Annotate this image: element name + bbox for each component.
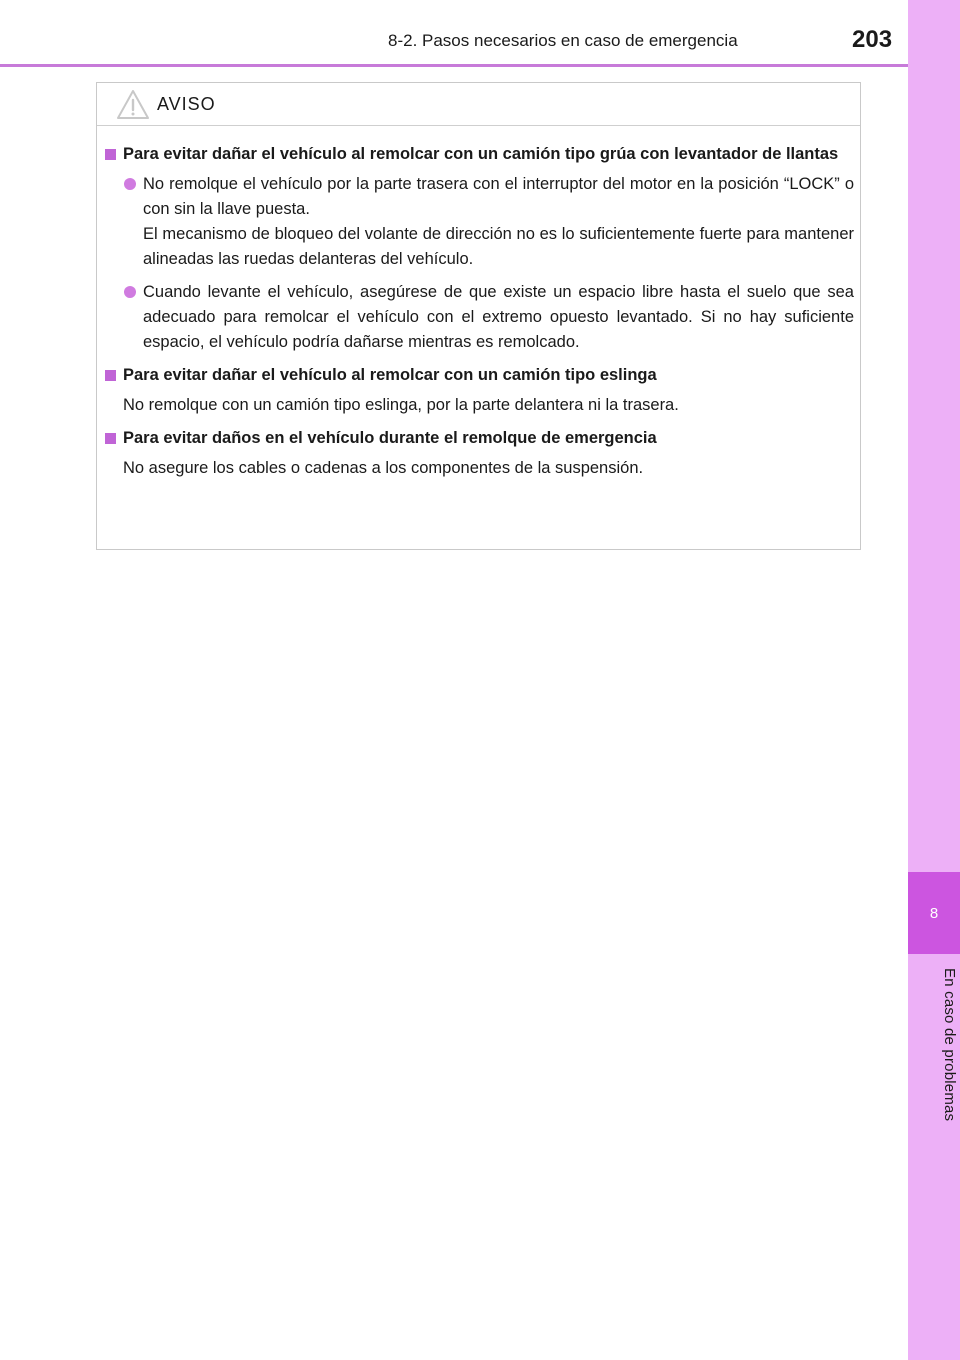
section-heading [103, 426, 854, 451]
bullet-text: Cuando levante el vehículo, asegúrese de que existe un espacio libre hasta el suelo que sea adecuado para remolcar el vehículo con el extremo opuesto levantado. Si no hay suficiente espacio, el vehículo podría dañarse mientras es remolcado. [143, 283, 854, 351]
section-heading-text: Para evitar dañar el vehículo al remolcar con un camión tipo eslinga [123, 366, 657, 384]
chapter-number: 8 [908, 872, 960, 954]
warning-box [96, 82, 861, 550]
round-bullet-icon [124, 286, 136, 298]
section-text: No remolque con un camión tipo eslinga, por la parte delantera ni la trasera. [123, 396, 679, 414]
list-item [103, 280, 854, 355]
warning-triangle-icon [116, 89, 150, 126]
warning-content [103, 142, 854, 489]
bullet-text: El mecanismo de bloqueo del volante de dirección no es lo suficientemente fuerte para mantener alineadas las ruedas delanteras del vehículo. [143, 225, 854, 268]
header-rule [0, 64, 908, 67]
square-bullet-icon [105, 149, 116, 160]
warning-label: AVISO [157, 94, 216, 114]
chapter-title: En caso de problemas [941, 968, 958, 1122]
section-text: No asegure los cables o cadenas a los componentes de la suspensión. [123, 459, 644, 477]
page-number: 203 [852, 26, 893, 53]
section-heading [103, 363, 854, 388]
section-heading-text: Para evitar daños en el vehículo durante el remolque de emergencia [123, 429, 657, 447]
square-bullet-icon [105, 370, 116, 381]
list-item [103, 172, 854, 272]
warning-header [97, 83, 860, 126]
section-heading [103, 142, 854, 167]
round-bullet-icon [124, 178, 136, 190]
square-bullet-icon [105, 433, 116, 444]
section-heading-text: Para evitar dañar el vehículo al remolcar con un camión tipo grúa con levantador de llantas [123, 145, 839, 163]
section-title: 8-2. Pasos necesarios en caso de emergencia [388, 31, 738, 50]
bullet-text: No remolque el vehículo por la parte trasera con el interruptor del motor en la posición “LOCK” o con sin la llave puesta. [143, 175, 854, 218]
